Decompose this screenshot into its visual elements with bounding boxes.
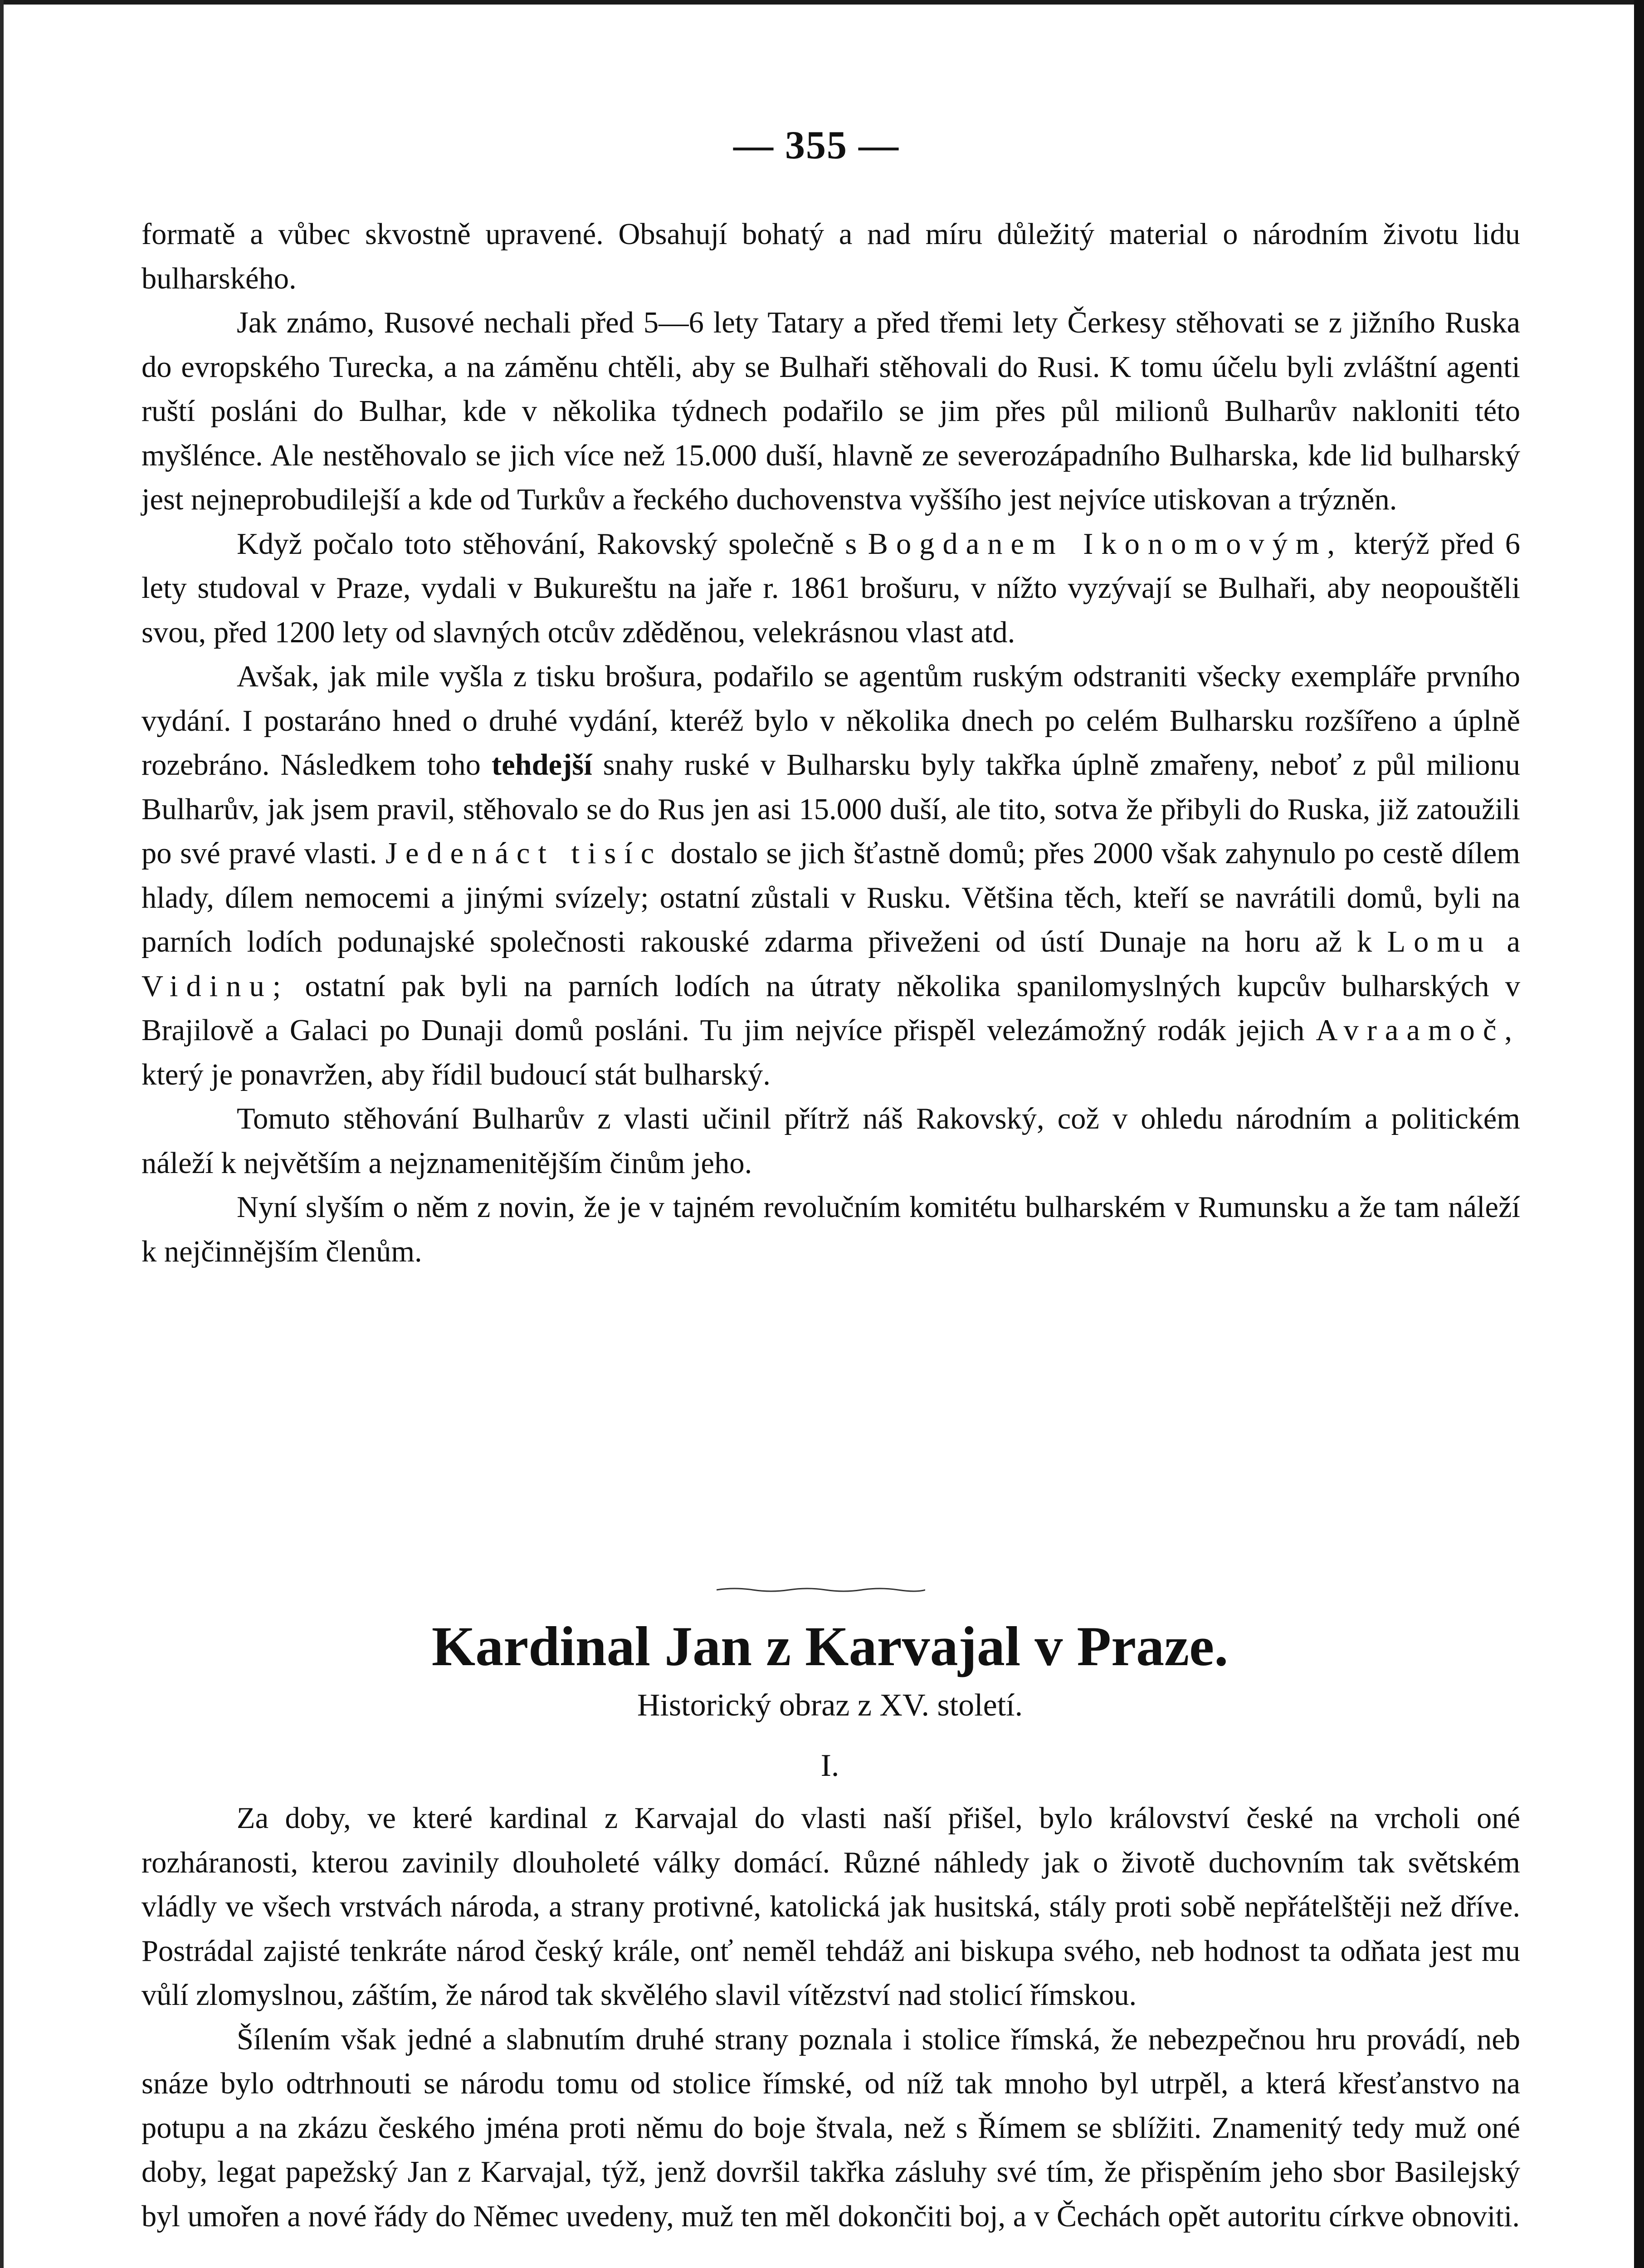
emphasized-name: Bogdanem Ikonomovým, [868, 527, 1343, 561]
paragraph: Nyní slyším o něm z novin, že je v tajném revolučním komitétu bulharském v Rumunsku a že tam náleží k nejčinnějším členům. [141, 1191, 1520, 1268]
text-run: Avšak, jak mile vyšla z tisku brošura, podařilo se agentům ruským odstraniti všecky exempláře prvního vydání. I postaráno hned o druhé vydání, kteréž bylo v několika dnech po celém Bulharsku rozšířeno a úplně rozebráno. Následkem toho [141, 660, 1520, 782]
scan-border-left [0, 0, 4, 2268]
paragraph: formatě a vůbec skvostně upravené. Obsahují bohatý a nad míru důležitý material o národním životu lidu bulharského. [141, 218, 1520, 295]
article-title: Kardinal Jan z Karvajal v Praze. [431, 1615, 1229, 1677]
text-run: kterýž před 6 lety studoval v Praze, vydali v Bukureštu na jaře r. 1861 brošuru, v nížto vyzývají se Bulhaři, aby neopouštěli svou, před 1200 lety od slavných otcův zděděnou, velekrásnou vlast atd. [141, 527, 1520, 649]
text-run: a [1507, 925, 1521, 958]
text-run: ostatní pak byli na parních lodích na útraty několika spanilomyslných kupcův bulharských v Brajilově a Galaci po Dunaji domů posláni. Tu jim nejvíce přispěl velezámožný rodák jejich [141, 969, 1521, 1047]
emphasized-name: Avraamoč, [1316, 1014, 1521, 1047]
emphasized-place: Vidinu; [141, 969, 289, 1003]
text-run: dostalo se jich šťastně domů; přes 2000 však zahynulo po cestě dílem hlady, dílem nemocemi a jinými svízely; ostatní zůstali v Rusku. Většina těch, kteří se navrátili domů, byli na parních lodích podunajské společnosti rakouské zdarma přiveženi od ústí Dunaje na horu až k [141, 837, 1520, 958]
scan-border-right [1634, 0, 1644, 2268]
scan-border-top [0, 0, 1644, 5]
paragraph [141, 522, 1520, 655]
paragraph: Jak známo, Rusové nechali před 5—6 lety Tatary a před třemi lety Čerkesy stěhovati se z jižního Ruska do evropského Turecka, a na záměnu chtěli, aby se Bulhaři stěhovali do Rusi. K tomu účelu byli zvláštní agenti ruští posláni do Bulhar, kde v několika týdnech podařilo se jim přes půl milionů Bulharův nakloniti této myšlénce. Ale nestěhovalo se jich více než 15.000 duší, hlavně ze severozápadního Bulharska, kde lid bulharský jest nejneprobudilejší a kde od Turkův a řeckého duchovenstva vyššího jest nejvíce utiskovan a trýzněn. [141, 306, 1520, 516]
paragraph [141, 655, 1520, 1097]
text-run: Když počalo toto stěhování, Rakovský společně s [237, 527, 857, 561]
section-divider-ornament [717, 1584, 925, 1593]
text-run: který je ponavržen, aby řídil budoucí stát bulharský. [141, 1058, 771, 1091]
text-run: snahy ruské v Bulharsku byly takřka úplně zmařeny, neboť z půl milionu Bulharův, jak jsem pravil, stěhovalo se do Rus jen asi 15.000 duší, ale tito, sotva že přibyli do Ruska, již zatoužili po své pravé vlasti. [141, 748, 1521, 870]
paragraph: Tomuto stěhování Bulharův z vlasti učinil přítrž náš Rakovský, což v ohledu národním a politickém náleží k největším a nejznamenitějším činům jeho. [141, 1102, 1520, 1180]
page-number: — 355 — [733, 123, 899, 167]
paragraph: Za doby, ve které kardinal z Karvajal do vlasti naší přišel, bylo království české na vrcholi oné rozháranosti, kterou zavinily dlouholeté války domácí. Různé náhledy jak o životě duchovním tak světském vládly ve všech vrstvách národa, a strany protivné, katolická jak husitská, stály proti sobě nepřátelštěji než dříve. Postrádal zajisté tenkráte národ český krále, onť neměl tehdáž ani biskupa svého, neb hodnost ta odňata jest mu vůlí zlomyslnou, záštím, že národ tak skvělého slavil vítězství nad stolicí římskou. [141, 1802, 1520, 2012]
article-body [141, 1796, 1520, 2239]
paragraph: Šílením však jedné a slabnutím druhé strany poznala i stolice římská, že nebezpečnou hru provádí, neb snáze bylo odtrhnouti se národu tomu od stolice římské, od níž tak mnoho byl utrpěl, a která křesťanstvo na potupu a na zkázu českého jména proti němu do boje štvala, než s Římem se sblížiti. Znamenitý tedy muž oné doby, legat papežský Jan z Karvajal, týž, jenž dovršil takřka zásluhy své tím, že přispěním jeho sbor Basilejský byl umořen a nové řády do Němec uvedeny, muž ten měl dokončiti boj, a v Čechách opět autoritu církve obnoviti. [141, 2023, 1520, 2233]
section-number: I. [820, 1748, 839, 1783]
article-continuation [141, 212, 1520, 1274]
article-subtitle: Historický obraz z XV. století. [637, 1688, 1023, 1723]
emphasized-place: Lomu [1387, 925, 1492, 958]
emphasized-phrase: Jedenáct tisíc [385, 837, 663, 870]
emphasized-word: tehdejší [491, 748, 592, 782]
